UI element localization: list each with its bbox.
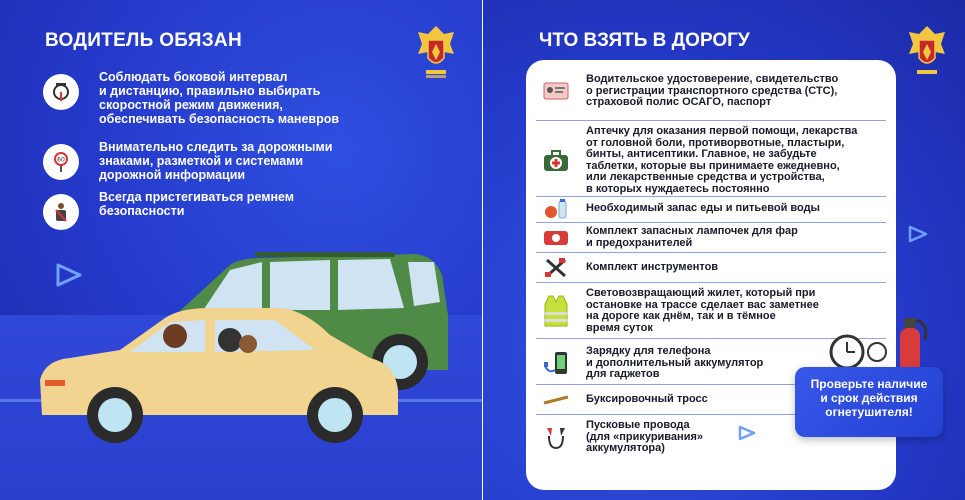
duty-item [43,190,463,230]
duty-item [43,70,463,126]
checklist-item: Буксировочный тросс [526,388,896,412]
decor-triangle-icon [908,225,928,243]
checklist-item: Водительское удостоверение, свидетельство о регистрации транспортного средства (СТС), страховой полис ОСАГО, паспорт [526,74,896,109]
divider [536,120,886,121]
extinguisher-block [795,292,945,442]
decor-triangle-icon [738,425,756,441]
divider [536,222,886,223]
divider [536,252,886,253]
divider [536,282,886,283]
checklist-item: Необходимый запас еды и питьевой воды [526,198,896,220]
documents-icon [543,82,569,100]
divider [536,196,886,197]
seatbelt-icon [43,194,79,230]
police-emblem-icon [905,22,949,82]
svg-text:60: 60 [57,156,65,164]
jumper-cables-icon [543,424,569,450]
cars-illustration [30,240,460,450]
checklist-item: Зарядку для телефона и дополнительный аккумулятор для гаджетов [526,346,896,381]
duty-text: Соблюдать боковой интервал и дистанцию, правильно выбирать скоростной режим движения, обеспечивать безопасность маневров [99,70,340,126]
checklist-item: Комплект запасных лампочек для фар и предохранителей [526,226,896,249]
checklist-item: Световозвращающий жилет, который при остановке на трассе сделает вас заметнее на дороге как днём, так и в тёмное время суток [526,288,896,334]
left-title: ВОДИТЕЛЬ ОБЯЗАН [45,30,242,51]
right-title: ЧТО ВЗЯТЬ В ДОРОГУ [539,30,750,51]
food-water-icon [543,198,569,220]
duty-text: Всегда пристегиваться ремнем безопасности [99,190,295,218]
lamp-fuse-icon [543,229,569,247]
first-aid-kit-icon [543,150,569,172]
right-panel [483,0,965,500]
left-panel [0,0,482,500]
checklist-item: Аптечку для оказания первой помощи, лекарства от головной боли, противорвотные, пластыри, бинты, антисептики. Главное, не забудьте таблетки, которые вы принимаете ежедневно, или лекарственные средства и устройства, в которых нуждаетесь постоянно [526,126,896,195]
checklist-item: Комплект инструментов [526,256,896,280]
extinguisher-note: Проверьте наличие и срок действия огнетушителя! [795,367,943,437]
phone-charger-icon [543,350,569,376]
tools-icon [544,257,568,279]
road-sign-icon [43,144,79,180]
duty-item [43,140,463,182]
steering-road-icon [43,74,79,110]
tow-rope-icon [542,394,570,406]
checklist-item: Пусковые провода (для «прикуривания» аккумулятора) [526,420,896,455]
duty-text: Внимательно следить за дорожными знаками, разметкой и системами дорожной информации [99,140,333,182]
vest-icon [543,294,569,328]
